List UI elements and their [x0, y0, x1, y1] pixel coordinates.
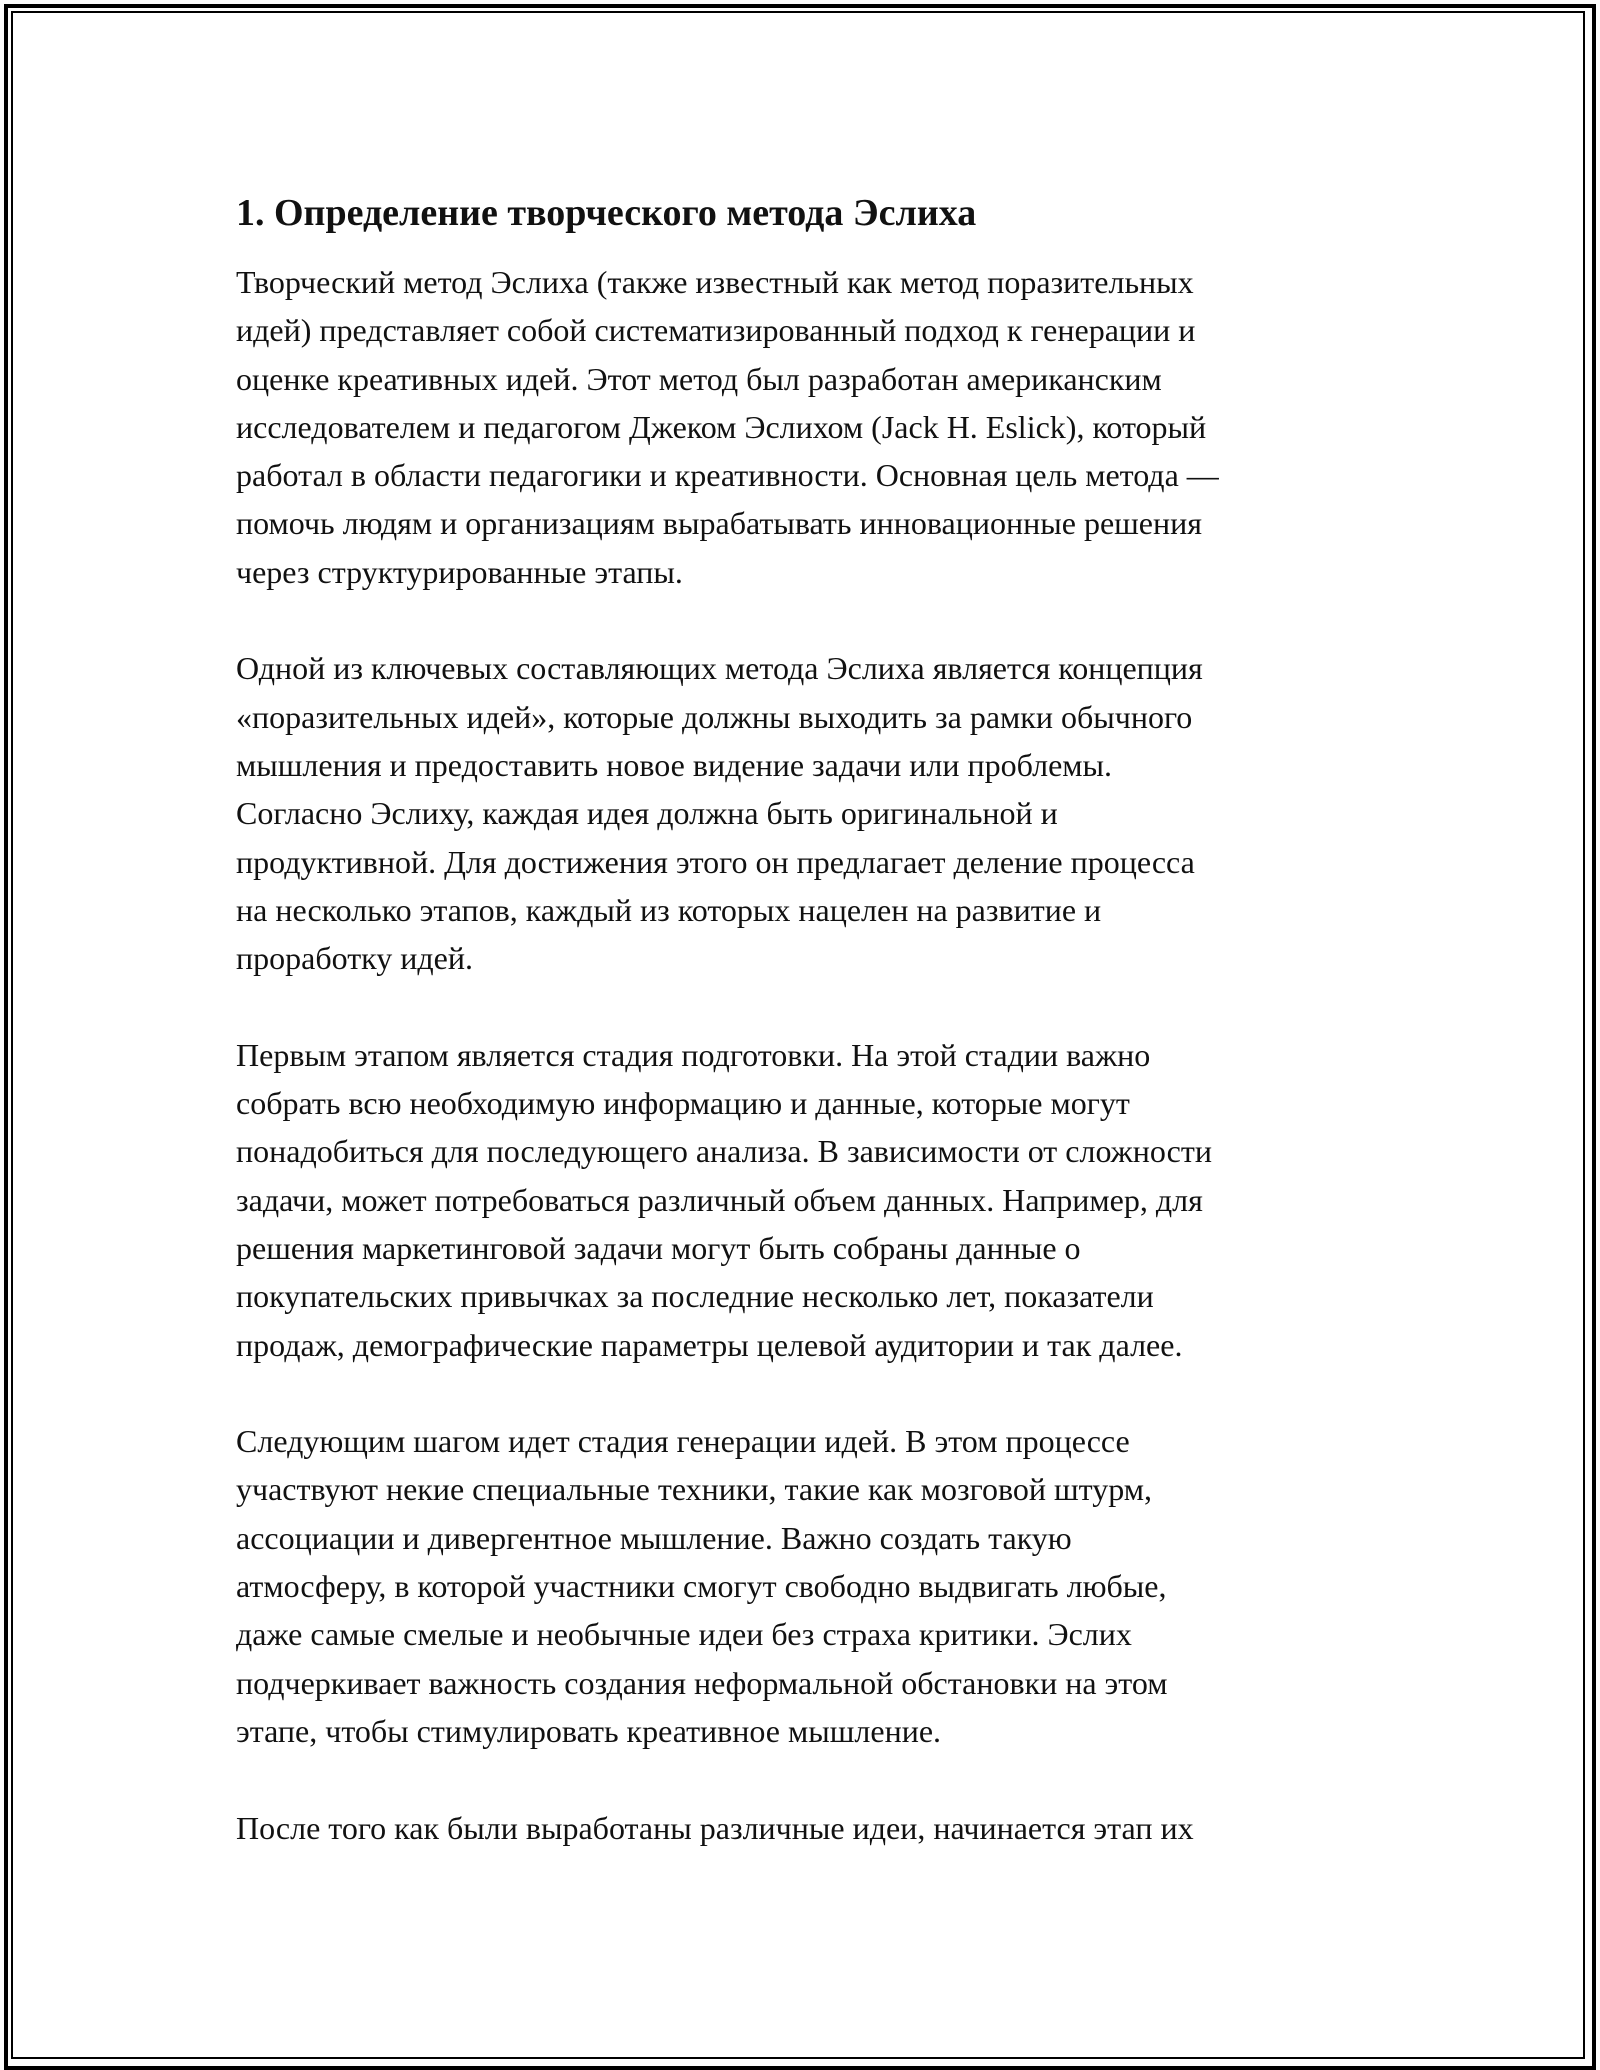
text-line: мышления и предоставить новое видение задачи или проблемы. [236, 746, 1113, 783]
paragraph-5 [236, 1804, 1386, 1852]
text-line: через структурированные этапы. [236, 553, 683, 590]
text-line: «поразительных идей», которые должны выходить за рамки обычного [236, 698, 1193, 735]
text-line: понадобиться для последующего анализа. В зависимости от сложности [236, 1133, 1212, 1170]
text-line: продуктивной. Для достижения этого он предлагает деление процесса [236, 843, 1195, 880]
paragraph-gap [236, 1755, 1386, 1803]
text-line: участвуют некие специальные техники, такие как мозговой штурм, [236, 1471, 1152, 1508]
text-line: атмосферу, в которой участники смогут свободно выдвигать любые, [236, 1568, 1167, 1605]
text-line: решения маркетинговой задачи могут быть собраны данные о [236, 1229, 1081, 1266]
text-line: Первым этапом является стадия подготовки. На этой стадии важно [236, 1036, 1151, 1073]
text-line: Одной из ключевых составляющих метода Эслиха является концепция [236, 650, 1203, 687]
paragraph-gap [236, 1369, 1386, 1417]
section-heading: 1. Определение творческого метода Эслиха [236, 192, 977, 234]
paragraph-gap [236, 596, 1386, 644]
paragraph-3 [236, 1031, 1386, 1369]
text-line: задачи, может потребоваться различный объем данных. Например, для [236, 1181, 1203, 1218]
text-line: После того как были выработаны различные идеи, начинается этап их [236, 1809, 1194, 1846]
text-line: работал в области педагогики и креативности. Основная цель метода — [236, 457, 1219, 494]
paragraph-gap [236, 982, 1386, 1030]
text-line: даже самые смелые и необычные идеи без страха критики. Эслих [236, 1616, 1132, 1653]
paragraph-4 [236, 1417, 1386, 1755]
text-line: покупательских привычках за последние несколько лет, показатели [236, 1278, 1154, 1315]
text-line: продаж, демографические параметры целевой аудитории и так далее. [236, 1326, 1183, 1363]
text-line: ассоциации и дивергентное мышление. Важно создать такую [236, 1519, 1072, 1556]
text-line: оценке креативных идей. Этот метод был разработан американским [236, 360, 1162, 397]
text-line: на несколько этапов, каждый из которых нацелен на развитие и [236, 891, 1102, 928]
text-line: Творческий метод Эслиха (также известный как метод поразительных [236, 264, 1194, 300]
text-line: Согласно Эслиху, каждая идея должна быть оригинальной и [236, 795, 1058, 832]
text-line: идей) представляет собой систематизированный подход к генерации и [236, 312, 1196, 349]
text-line: Следующим шагом идет стадия генерации идей. В этом процессе [236, 1423, 1130, 1460]
text-line: проработку идей. [236, 940, 473, 977]
paragraph-2 [236, 644, 1386, 982]
text-line: подчеркивает важность создания неформальной обстановки на этом [236, 1664, 1168, 1701]
text-line: исследователем и педагогом Джеком Эслихом (Jack H. Eslick), который [236, 408, 1207, 445]
text-line: этапе, чтобы стимулировать креативное мышление. [236, 1712, 942, 1749]
paragraph-1 [236, 258, 1386, 596]
text-line: помочь людям и организациям вырабатывать инновационные решения [236, 505, 1202, 542]
document-body [236, 180, 1386, 1852]
text-line: собрать всю необходимую информацию и данные, которые могут [236, 1085, 1130, 1122]
